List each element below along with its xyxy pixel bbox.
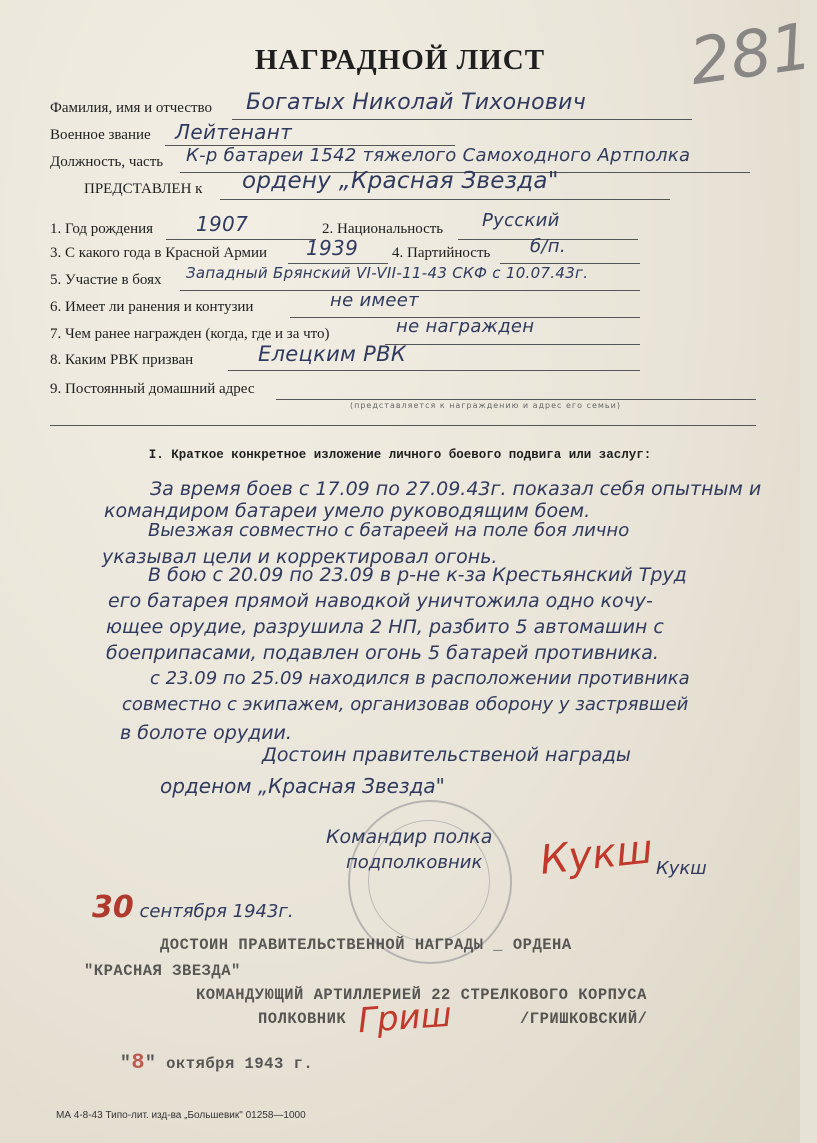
- narrative-line: ющее орудие, разрушила 2 НП, разбито 5 автомашин с: [106, 616, 664, 638]
- previous-awards-line: [385, 344, 640, 345]
- narrative-line: его батарея прямой наводкой уничтожила одно кочу-: [108, 590, 653, 612]
- narrative-line: орденом „Красная Звезда": [160, 774, 445, 798]
- date-1-day: 30: [92, 890, 134, 925]
- award-label: ПРЕДСТАВЛЕН к: [84, 181, 203, 197]
- narrative-line: в болоте орудии.: [120, 722, 292, 744]
- rvk-label: 8. Каким РВК призван: [50, 352, 194, 368]
- resolution-line-1: ДОСТОИН ПРАВИТЕЛЬСТВЕННОЙ НАГРАДЫ _ ОРДЕНА: [160, 936, 572, 954]
- document-title: НАГРАДНОЙ ЛИСТ: [254, 44, 546, 76]
- name-line: [232, 119, 692, 120]
- colonel-signature: Гриш: [356, 994, 454, 1042]
- printer-footer: МА 4-8-43 Типо-лит. изд-ва „Большевик" 01258—1000: [56, 1110, 306, 1121]
- wounds-value: не имеет: [330, 290, 419, 311]
- rvk-value: Елецким РВК: [258, 342, 407, 366]
- resolution-name: /ГРИШКОВСКИЙ/: [520, 1010, 648, 1028]
- narrative-line: совместно с экипажем, организовав оборону у застрявшей: [122, 694, 689, 715]
- birth-value: 1907: [196, 212, 249, 236]
- army-label: 3. С какого года в Красной Армии: [50, 245, 268, 261]
- previous-awards-label: 7. Чем ранее награжден (когда, где и за что): [50, 326, 330, 342]
- birth-line: [166, 239, 316, 240]
- date-1-rest: сентября 1943г.: [139, 901, 294, 922]
- party-value: б/п.: [530, 236, 566, 257]
- date-1: [92, 890, 294, 925]
- rank-label: Военное звание: [50, 127, 151, 143]
- narrative-line: За время боев с 17.09 по 27.09.43г. показал себя опытным и: [150, 478, 762, 500]
- nationality-label: 2. Национальность: [322, 221, 444, 237]
- commander-signature: Кукш: [537, 826, 655, 884]
- previous-awards-value: не награжден: [396, 316, 535, 337]
- narrative-line: Выезжая совместно с батареей на поле боя лично: [148, 520, 630, 541]
- resolution-rank: ПОЛКОВНИК: [258, 1010, 347, 1028]
- position-label: Должность, часть: [50, 154, 164, 170]
- name-value: Богатых Николай Тихонович: [246, 90, 587, 115]
- commander-rank: подполковник: [346, 852, 483, 873]
- rank-value: Лейтенант: [175, 120, 293, 144]
- address-line-2: [50, 425, 756, 426]
- battles-label: 5. Участие в боях: [50, 272, 162, 288]
- position-value: К-р батареи 1542 тяжелого Самоходного Артполка: [186, 145, 691, 166]
- resolution-line-2: "КРАСНАЯ ЗВЕЗДА": [84, 962, 241, 980]
- award-value: ордену „Красная Звезда": [242, 168, 559, 194]
- party-label: 4. Партийность: [392, 245, 491, 261]
- address-caption: (представляется к награждению и адрес его семьи): [350, 401, 621, 410]
- section-title: I. Краткое конкретное изложение личного боевого подвига или заслуг:: [148, 448, 652, 462]
- birth-label: 1. Год рождения: [50, 221, 154, 237]
- date-2-day: 8: [131, 1050, 146, 1075]
- battles-value: Западный Брянский VI-VII-11-43 СКФ с 10.07.43г.: [186, 264, 589, 282]
- narrative-line: В бою с 20.09 по 23.09 в р-не к-за Крестьянский Труд: [148, 564, 687, 586]
- narrative-line: с 23.09 по 25.09 находился в расположении противника: [150, 668, 690, 689]
- resolution-line-3: КОМАНДУЮЩИЙ АРТИЛЛЕРИЕЙ 22 СТРЕЛКОВОГО КОРПУСА: [196, 986, 647, 1004]
- narrative-line: командиром батареи умело руководящим боем.: [104, 500, 591, 522]
- rvk-line: [228, 370, 640, 371]
- date-2: "8" октября 1943 г.: [120, 1050, 314, 1075]
- award-line: [220, 199, 670, 200]
- margin-archive-number: 281: [685, 9, 817, 101]
- address-line: [276, 399, 756, 400]
- army-value: 1939: [306, 236, 359, 260]
- commander-surname: Кукш: [656, 858, 707, 879]
- narrative-line: Достоин правительственой награды: [262, 744, 631, 766]
- date-2-rest: октября 1943 г.: [166, 1055, 314, 1073]
- commander-title: Командир полка: [326, 826, 493, 848]
- narrative-line: указывал цели и корректировал огонь.: [102, 546, 498, 568]
- address-label: 9. Постоянный домашний адрес: [50, 381, 255, 397]
- wounds-label: 6. Имеет ли ранения и контузии: [50, 299, 254, 315]
- name-label: Фамилия, имя и отчество: [50, 100, 213, 116]
- narrative-line: боеприпасами, подавлен огонь 5 батарей противника.: [106, 642, 659, 664]
- nationality-value: Русский: [482, 210, 560, 231]
